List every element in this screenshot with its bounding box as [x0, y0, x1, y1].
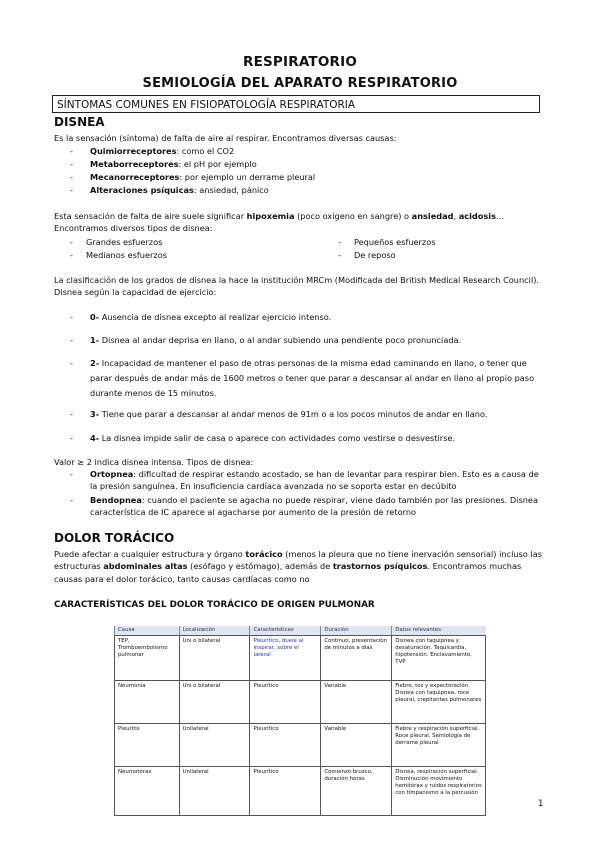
disnea-intro: Es la sensación (síntoma) de falta de aire al respirar. Encontramos diversas causas:	[54, 133, 397, 143]
column-header: Causa	[115, 626, 180, 636]
column-header: Datos relevantes	[392, 626, 486, 636]
disnea-type: - Medianos esfuerzos	[70, 250, 167, 260]
cause-item: - Metaborreceptores: el pH por ejemplo	[70, 159, 257, 169]
table-cell: Unilateral	[179, 767, 250, 816]
table-cell: Neumotórax	[115, 767, 180, 816]
table-cell: Pleurítico	[250, 767, 321, 816]
ortopnea-item: - Ortopnea: dificultad de respirar estando acostado, se han de levantar para respirar bien. Esto es a causa de la presión sanguínea. En insuficiencia cardíaca avanzada no se soporta estar en decúbito	[70, 469, 539, 492]
disnea-type: - Grandes esfuerzos	[70, 237, 163, 247]
grade-item: - 2- Incapacidad de mantener el paso de otras personas de la misma edad caminando en llano, o tener que parar después de andar más de 1600 metros o tener que parar a descansar al andar en llano al propio paso durante menos de 15 minutos.	[70, 358, 535, 398]
table-cell: Fiebre y respiración superficial. Roce pleural. Semiología de derrame pleural	[392, 724, 486, 767]
table-cell: Disnea, respiración superficial. Disminución movimiento hemitórax y ruidos respiratorios con timpanismo a la percusión	[392, 767, 486, 816]
table-row	[115, 681, 486, 724]
table-row	[115, 636, 486, 681]
table-row	[115, 767, 486, 816]
table-cell: Pleurítico	[250, 724, 321, 767]
valor-line: Valor ≥ 2 indica disnea intensa. Tipos de disnea:	[54, 457, 254, 467]
column-header: Localización	[179, 626, 250, 636]
table-cell: Unilateral	[179, 724, 250, 767]
grade-item: - 0- Ausencia de disnea excepto al realizar ejercicio intenso.	[70, 312, 332, 322]
page-number: 1	[538, 799, 544, 809]
table-row	[115, 724, 486, 767]
column-header: Duración	[321, 626, 392, 636]
cause-item: - Mecanorreceptores: por ejemplo un derrame pleural	[70, 172, 316, 182]
table-subheading: CARACTERÍSTICAS DEL DOLOR TORÁCICO DE ORIGEN PULMONAR	[54, 600, 375, 610]
table-cell: Pleuritis	[115, 724, 180, 767]
table-cell: Pleurítico	[250, 681, 321, 724]
page-subtitle: SEMIOLOGÍA DEL APARATO RESPIRATORIO	[142, 76, 458, 91]
section-box-heading: SÍNTOMAS COMUNES EN FISIOPATOLOGÍA RESPIRATORIA	[52, 95, 540, 113]
disnea-heading: DISNEA	[54, 115, 105, 129]
column-header: Características	[250, 626, 321, 636]
table-cell: Fiebre, tos y expectoración. Disnea con taquipnea, roce pleural, crepitantes pulmonares	[392, 681, 486, 724]
table-header-row	[115, 626, 486, 636]
grade-item: - 1- Disnea al andar deprisa en llano, o al andar subiendo una pendiente poco pronunciada.	[70, 335, 462, 345]
dolor-paragraph: Puede afectar a cualquier estructura y órgano torácico (menos la pleura que no tiene inervación sensorial) incluso las estructuras abdominales altas (esófago y estómago), además de trastornos psíquicos. Encontramos muchas causas para el dolor torácico, tanto causas cardíacas como no	[54, 549, 542, 584]
page-title: RESPIRATORIO	[242, 54, 358, 70]
grade-item: - 3- Tiene que parar a descansar al andar menos de 91m o a los pocos minutos de andar en llano.	[70, 409, 488, 419]
disnea-meaning: Esta sensación de falta de aire suele significar hipoxemia (poco oxígeno en sangre) o ansiedad, acidosis… Encontramos diversos tipos de disnea:	[54, 211, 505, 234]
table-cell: Neumonía	[115, 681, 180, 724]
table-cell: TEP, Tromboembolismo pulmonar	[115, 636, 180, 681]
bendopnea-item: - Bendopnea: cuando el paciente se agacha no puede respirar, viene dado también por las presiones. Disnea característica de IC aparece al agacharse por aumento de la presión de retorno	[70, 495, 538, 518]
grade-item: - 4- La disnea impide salir de casa o aparece con actividades como vestirse o desvestirse.	[70, 433, 456, 443]
table-cell: Comienzo brusco, duración horas	[321, 767, 392, 816]
disnea-type: - Pequeños esfuerzos	[338, 237, 436, 247]
classification-paragraph: La clasificación de los grados de disnea la hace la institución MRCm (Modificada del British Medical Research Council). Disnea según la capacidad de ejercicio:	[54, 275, 540, 298]
table-cell: Disnea con taquipnea y desaturación. Taquicardia, hipotensión. Enclavamiento, TVP	[392, 636, 486, 681]
cause-item: - Quimiorreceptores: como el CO2	[70, 146, 235, 156]
disnea-type: - De reposo	[338, 250, 396, 260]
table-cell: Continuo, presentación de minutos a días	[321, 636, 392, 681]
table-cell: Variable	[321, 681, 392, 724]
chest-pain-table	[114, 626, 486, 816]
table-cell: Uni o bilateral	[179, 636, 250, 681]
cause-item: - Alteraciones psíquicas: ansiedad, pánico	[70, 185, 269, 195]
dolor-heading: DOLOR TORÁCICO	[54, 531, 175, 545]
table-cell: Variable	[321, 724, 392, 767]
table-cell: Uni o bilateral	[179, 681, 250, 724]
table-cell: Pleurítico, duele al inspirar, sobre el lateral	[250, 636, 321, 681]
